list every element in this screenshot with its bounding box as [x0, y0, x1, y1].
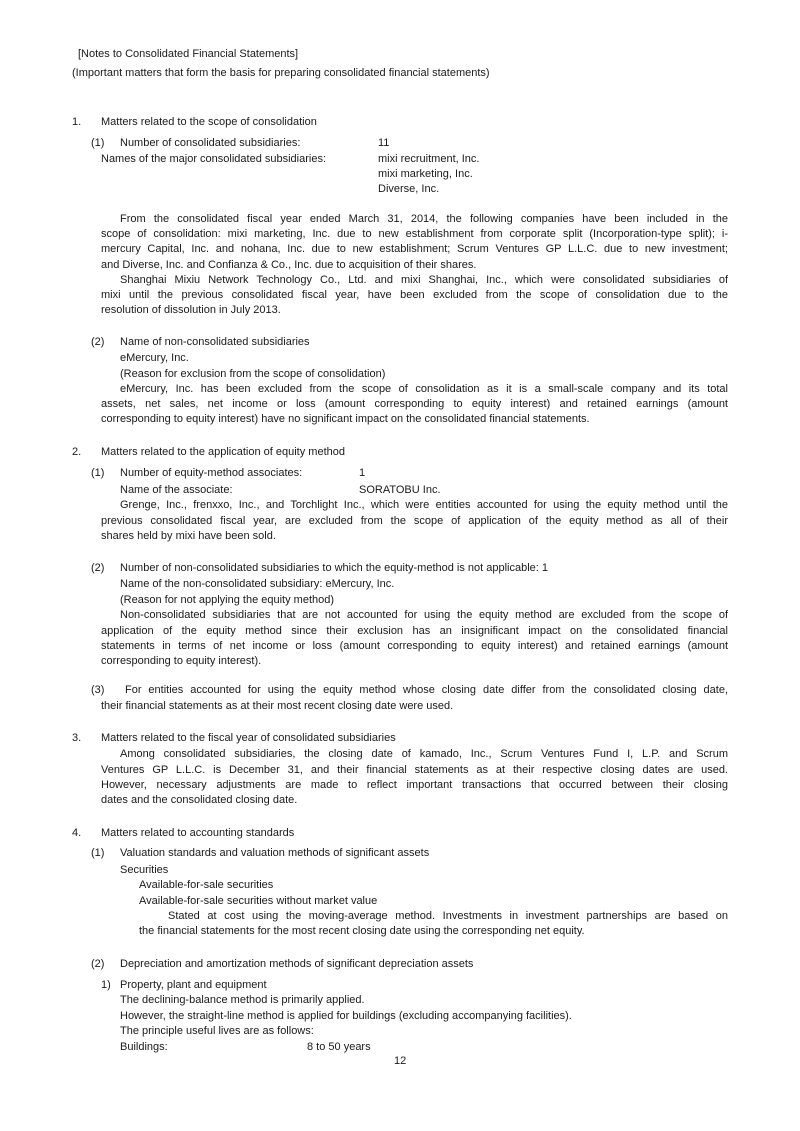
section-heading: Matters related to the application of equity method: [101, 446, 345, 458]
paragraph-line: However, the straight-line method is applied for buildings (excluding accompanying facilities).: [120, 1010, 572, 1022]
item-number: (1): [91, 847, 105, 859]
subheading: Securities: [120, 864, 169, 876]
reason-label: (Reason for exclusion from the scope of consolidation): [120, 368, 386, 380]
section-number: 1.: [72, 116, 82, 128]
paragraph-line: The declining-balance method is primarily applied.: [120, 994, 365, 1006]
paragraph-line: previous consolidated fiscal year, are excluded from the scope of application of the equity method as all of their: [101, 515, 728, 527]
paragraph-line: their financial statements as at their most recent closing date were used.: [101, 700, 454, 712]
paragraph-line: For entities accounted for using the equity method whose closing date differ from the consolidated closing date,: [125, 684, 728, 696]
value: 8 to 50 years: [307, 1041, 371, 1053]
subsidiary-name: Diverse, Inc.: [378, 183, 440, 195]
value: 1: [359, 467, 366, 479]
subsidiary-name: mixi recruitment, Inc.: [378, 153, 480, 165]
paragraph-line: Shanghai Mixiu Network Technology Co., Ltd. and mixi Shanghai, Inc., which were consolidated subsidiaries of: [120, 274, 728, 286]
label: Buildings:: [120, 1041, 168, 1053]
item-number: (3): [91, 684, 105, 696]
item-heading: Number of non-consolidated subsidiaries to which the equity-method is not applicable: 1: [120, 562, 549, 574]
notes-title: [Notes to Consolidated Financial Statements]: [78, 48, 299, 60]
label: Number of equity-method associates:: [120, 467, 303, 479]
paragraph-line: Non-consolidated subsidiaries that are not accounted for using the equity method are excluded from the scope of: [120, 609, 728, 621]
paragraph-line: Stated at cost using the moving-average method. Investments in investment partnerships are based on: [168, 910, 728, 922]
item-heading: Depreciation and amortization methods of significant depreciation assets: [120, 958, 474, 970]
paragraph-line: Grenge, Inc., frenxxo, Inc., and Torchlight Inc., which were entities accounted for using the equity method until the: [120, 499, 728, 511]
item-heading: Name of non-consolidated subsidiaries: [120, 336, 310, 348]
section-heading: Matters related to the fiscal year of consolidated subsidiaries: [101, 732, 396, 744]
item-number: (1): [91, 137, 105, 149]
paragraph-line: the financial statements for the most recent closing date using the corresponding net equity.: [139, 925, 585, 937]
reason-label: (Reason for not applying the equity method): [120, 594, 335, 606]
paragraph-line: assets, net sales, net income or loss (amount corresponding to equity interest) and retained earnings (amount: [101, 398, 728, 410]
paragraph-line: and Diverse, Inc. and Confianza & Co., Inc. due to acquisition of their shares.: [101, 259, 477, 271]
item-number: 1): [101, 979, 111, 991]
paragraph-line: mercury Capital, Inc. and nohana, Inc. due to new establishment; Scrum Ventures GP L.L.C. due to new investment;: [101, 243, 728, 255]
paragraph-line: mixi until the previous consolidated fiscal year, have been excluded from the scope of consolidation due to the: [101, 289, 728, 301]
value: SORATOBU Inc.: [359, 484, 441, 496]
item-heading: Valuation standards and valuation methods of significant assets: [120, 847, 430, 859]
paragraph-line: Ventures GP L.L.C. is December 31, and their financial statements as at their respective closing dates are used.: [101, 764, 728, 776]
subheading: Available-for-sale securities: [139, 879, 274, 891]
value: 11: [378, 137, 390, 149]
paragraph-line: The principle useful lives are as follows:: [120, 1025, 314, 1037]
paragraph-line: eMercury, Inc. has been excluded from the scope of consolidation as it is a small-scale company and its total: [120, 383, 728, 395]
item-number: (2): [91, 336, 105, 348]
page-number: 12: [394, 1055, 407, 1067]
section-number: 3.: [72, 732, 82, 744]
paragraph-line: corresponding to equity interest).: [101, 655, 262, 667]
label: Names of the major consolidated subsidiaries:: [101, 153, 327, 165]
paragraph-line: scope of consolidation: mixi marketing, Inc. due to new establishment from corporate split (Incorporation-type split); i-: [101, 228, 728, 240]
section-heading: Matters related to the scope of consolidation: [101, 116, 317, 128]
paragraph-line: application of the equity method since their exclusion has an insignificant impact on the consolidated financial: [101, 625, 728, 637]
item-number: (1): [91, 467, 105, 479]
label: Name of the associate:: [120, 484, 233, 496]
paragraph-line: statements in terms of net income or loss (amount corresponding to equity interest) and retained earnings (amount: [101, 640, 728, 652]
subsidiary-name: mixi marketing, Inc.: [378, 168, 473, 180]
paragraph-line: corresponding to equity interest) have no significant impact on the consolidated financial statements.: [101, 413, 590, 425]
subsidiary-name: Name of the non-consolidated subsidiary: eMercury, Inc.: [120, 578, 395, 590]
item-number: (2): [91, 958, 105, 970]
paragraph-line: resolution of dissolution in July 2013.: [101, 304, 281, 316]
subheading: Property, plant and equipment: [120, 979, 267, 991]
paragraph-line: dates and the consolidated closing date.: [101, 794, 298, 806]
section-heading: Matters related to accounting standards: [101, 827, 295, 839]
subsidiary-name: eMercury, Inc.: [120, 352, 189, 364]
subheading: Available-for-sale securities without market value: [139, 895, 378, 907]
label: Number of consolidated subsidiaries:: [120, 137, 301, 149]
notes-subtitle: (Important matters that form the basis for preparing consolidated financial statements): [72, 67, 490, 79]
section-number: 2.: [72, 446, 82, 458]
paragraph-line: However, necessary adjustments are made to reflect important transactions that occurred between their closing: [101, 779, 728, 791]
paragraph-line: Among consolidated subsidiaries, the closing date of kamado, Inc., Scrum Ventures Fund I, L.P. and Scrum: [120, 748, 728, 760]
section-number: 4.: [72, 827, 82, 839]
item-number: (2): [91, 562, 105, 574]
paragraph-line: shares held by mixi have been sold.: [101, 530, 276, 542]
paragraph-line: From the consolidated fiscal year ended March 31, 2014, the following companies have been included in the: [120, 213, 728, 225]
